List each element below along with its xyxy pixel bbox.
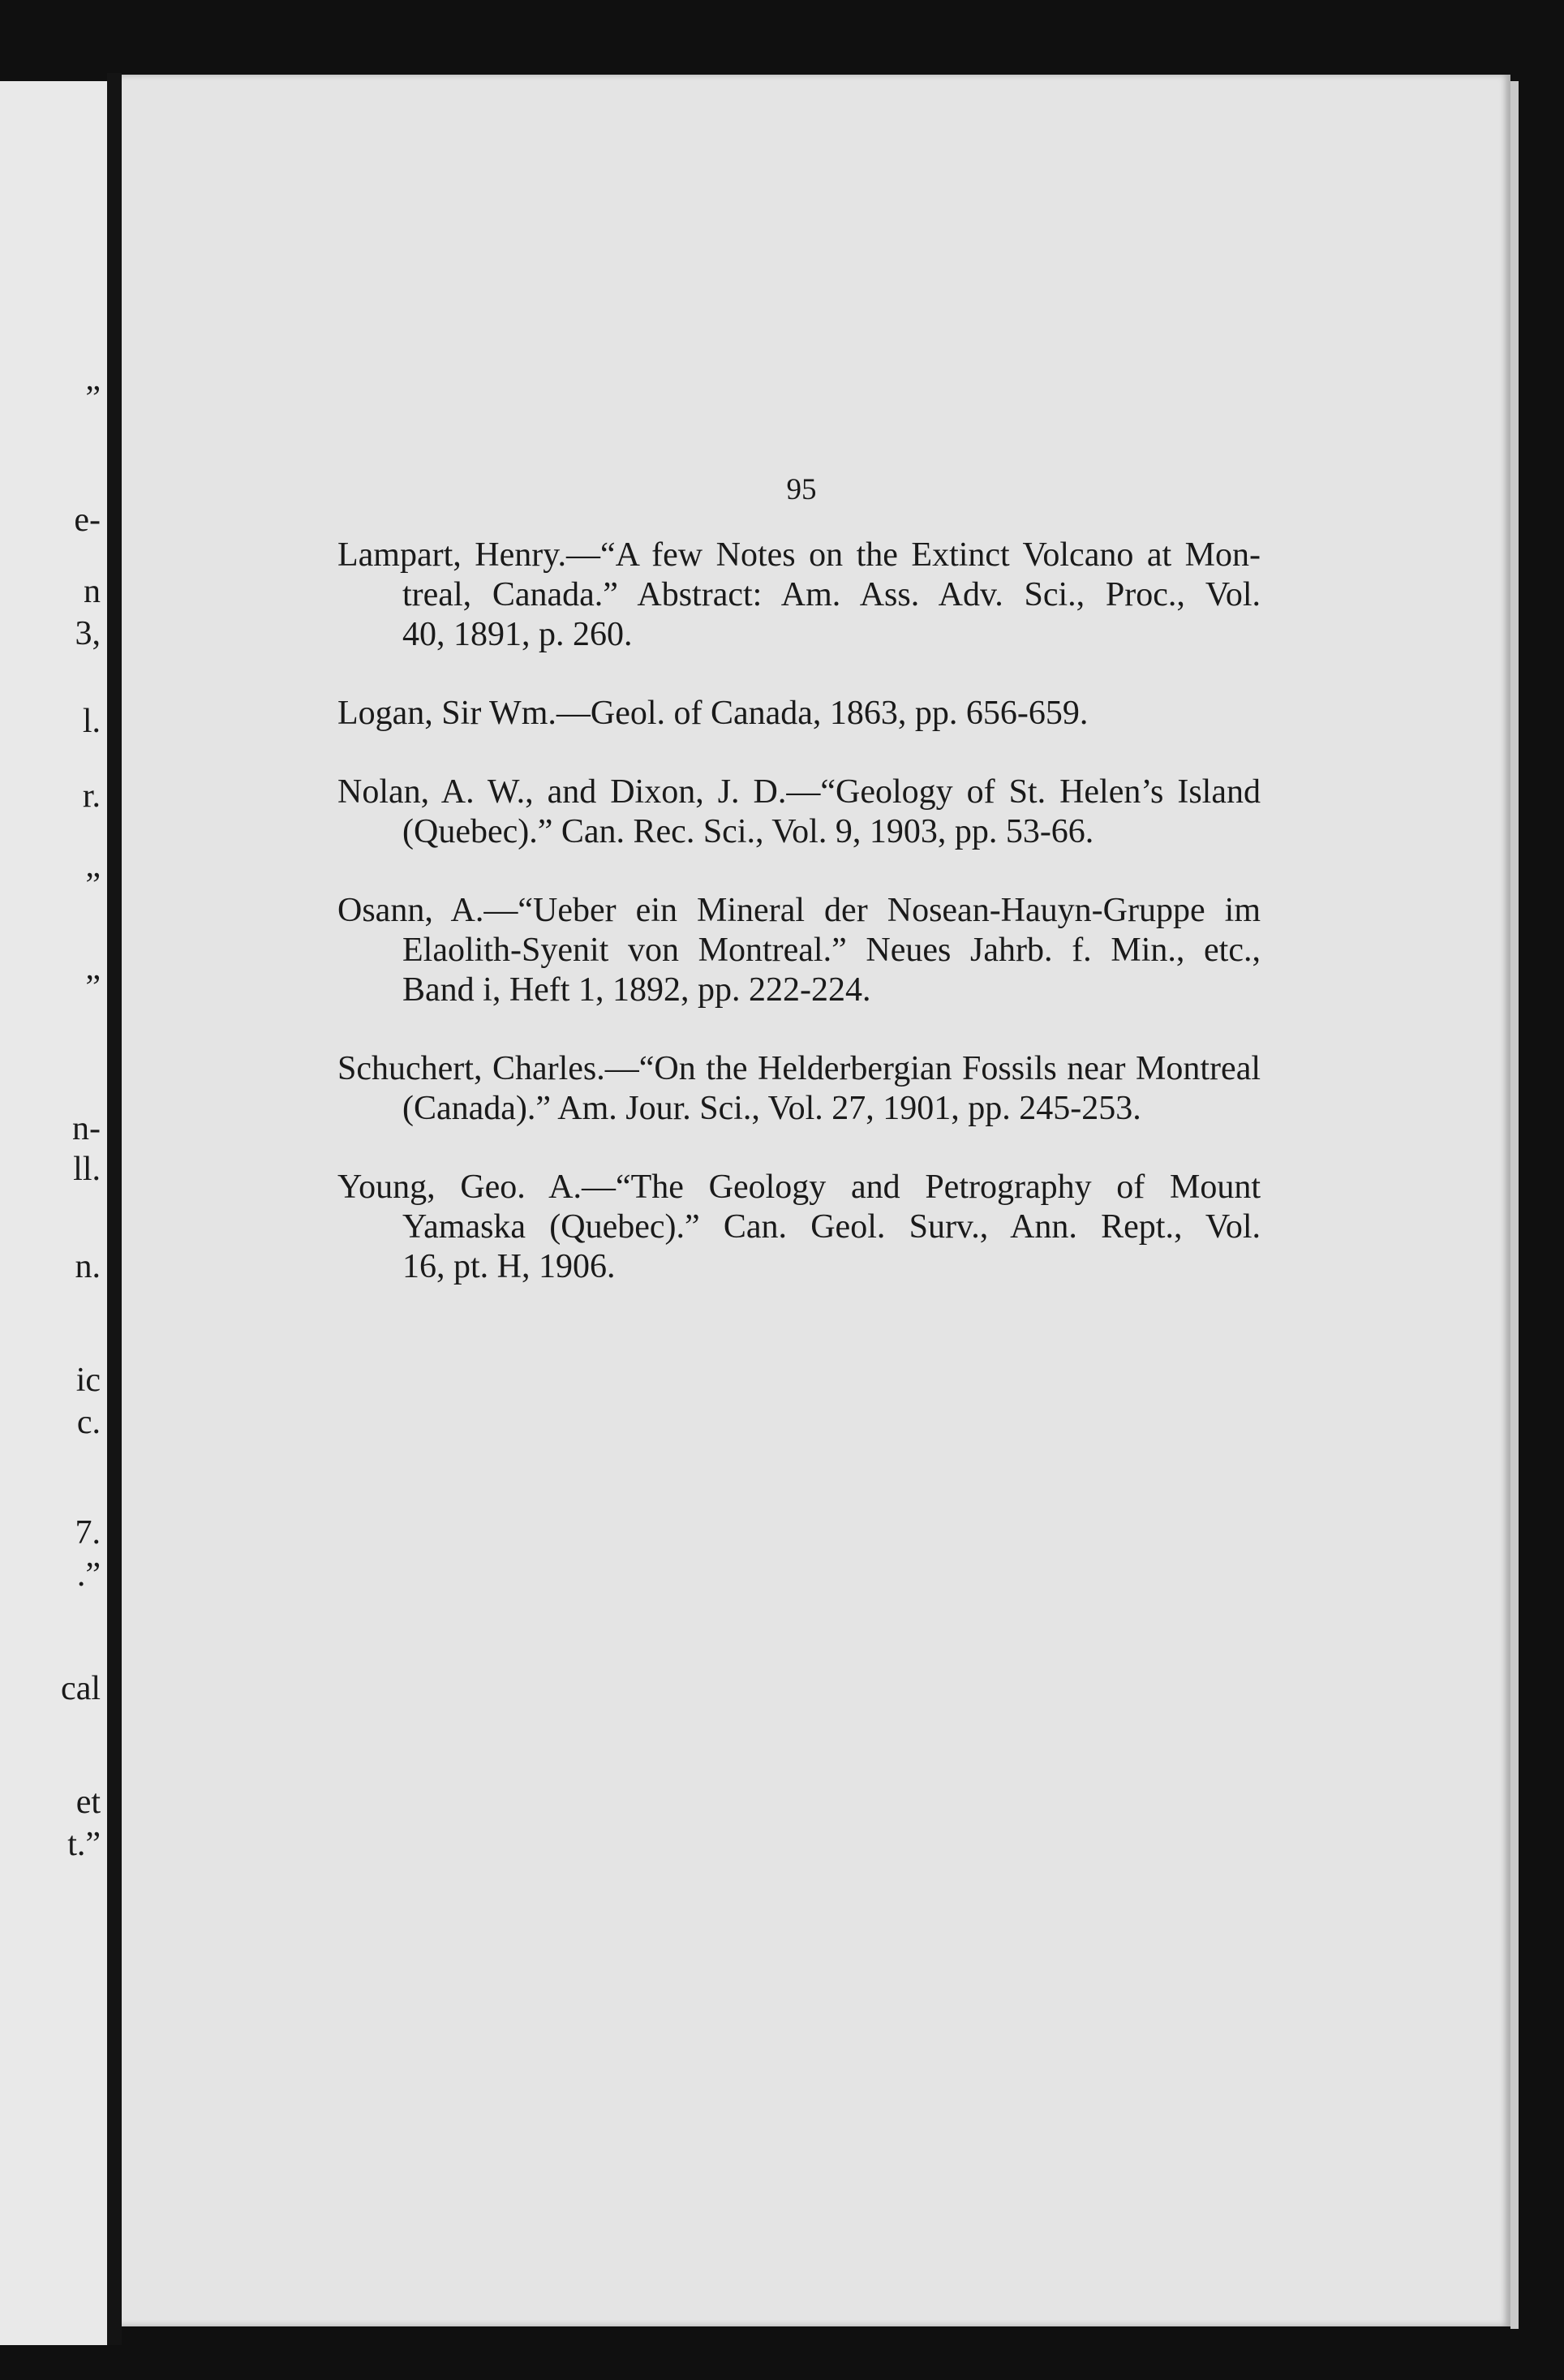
page-gutter xyxy=(107,73,122,2345)
reference-entry xyxy=(337,1168,1261,1287)
facing-page-text-fragment: n. xyxy=(75,1248,101,1285)
facing-page-text-fragment: n- xyxy=(72,1110,101,1147)
reference-line: Schuchert, Charles.—“On the Helderbergian Fossils near Montreal xyxy=(337,1050,1261,1087)
facing-page-text-fragment: c. xyxy=(76,1404,101,1441)
facing-page-text-fragment: l. xyxy=(82,703,101,740)
facing-page-text-fragment: r. xyxy=(82,777,101,815)
reference-line: Logan, Sir Wm.—Geol. of Canada, 1863, pp. 656-659. xyxy=(337,695,1089,732)
facing-page-text-fragment: ” xyxy=(85,969,101,1006)
reference-line: Yamaska (Quebec).” Can. Geol. Surv., Ann. Rept., Vol. xyxy=(402,1208,1261,1246)
reference-line: 16, pt. H, 1906. xyxy=(402,1248,616,1285)
facing-page-text-fragment: n xyxy=(84,573,101,610)
facing-page-text-fragment: ll. xyxy=(73,1151,101,1188)
facing-page-text-fragment: ” xyxy=(85,380,101,417)
facing-page-text-fragment: e- xyxy=(74,501,101,539)
reference-entry xyxy=(337,536,1261,655)
page-number: 95 xyxy=(786,473,817,506)
reference-entry xyxy=(337,1049,1261,1129)
facing-page-text-fragment: cal xyxy=(61,1670,101,1707)
facing-page-text-fragment: 7. xyxy=(75,1514,101,1552)
reference-line: 40, 1891, p. 260. xyxy=(402,616,633,653)
reference-entry xyxy=(337,694,1261,734)
page-right-edge xyxy=(1510,81,1519,2329)
facing-page-text-fragment: 3, xyxy=(75,615,101,652)
reference-line: (Canada).” Am. Jour. Sci., Vol. 27, 1901, pp. 245-253. xyxy=(402,1090,1141,1127)
reference-line: treal, Canada.” Abstract: Am. Ass. Adv. Sci., Proc., Vol. xyxy=(402,576,1261,613)
reference-line: Young, Geo. A.—“The Geology and Petrography of Mount xyxy=(337,1168,1261,1206)
reference-entry xyxy=(337,891,1261,1010)
book-page xyxy=(122,75,1510,2326)
reference-line: Osann, A.—“Ueber ein Mineral der Nosean-Hauyn-Gruppe im xyxy=(337,892,1261,929)
reference-line: Nolan, A. W., and Dixon, J. D.—“Geology of St. Helen’s Island xyxy=(337,773,1261,811)
facing-page-text-fragment: t.” xyxy=(67,1826,101,1863)
facing-page-text-fragment: ic xyxy=(75,1362,101,1399)
facing-page-text-fragment: .” xyxy=(76,1556,101,1594)
facing-page-text-fragment: ” xyxy=(85,867,101,904)
reference-line: Elaolith-Syenit von Montreal.” Neues Jahrb. f. Min., etc., xyxy=(402,932,1261,969)
reference-line: Band i, Heft 1, 1892, pp. 222-224. xyxy=(402,971,871,1009)
reference-entry xyxy=(337,773,1261,852)
reference-line: (Quebec).” Can. Rec. Sci., Vol. 9, 1903, pp. 53-66. xyxy=(402,813,1094,850)
reference-line: Lampart, Henry.—“A few Notes on the Extinct Volcano at Mon- xyxy=(337,536,1261,574)
reference-list xyxy=(337,536,1261,1326)
facing-page-text-fragment: et xyxy=(75,1784,101,1821)
facing-page-edge xyxy=(0,81,107,2345)
